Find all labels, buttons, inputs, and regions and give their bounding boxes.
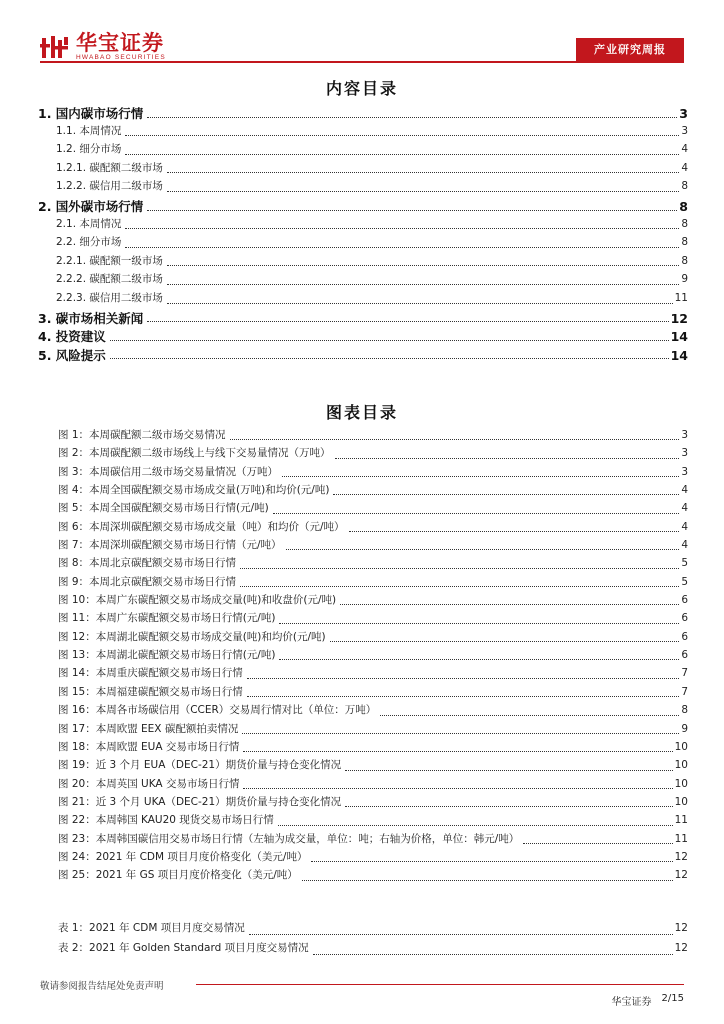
logo-chinese-name: 华宝证券: [76, 31, 164, 55]
contents-entry[interactable]: [38, 234, 688, 253]
figure-entry-page: 5: [681, 575, 688, 588]
figure-entry-page: 6: [681, 612, 688, 625]
figure-entry[interactable]: [58, 482, 688, 500]
figure-entry[interactable]: [58, 427, 688, 445]
dot-leader: [279, 659, 679, 660]
figure-entry-title: 图 17：本周欧盟 EEX 碳配额拍卖情况: [58, 722, 239, 735]
contents-entry-page: 14: [670, 347, 688, 363]
contents-entry-page: 12: [670, 310, 688, 326]
contents-entry[interactable]: [38, 327, 688, 346]
contents-entry-title: 4. 投资建议: [38, 329, 106, 345]
contents-entry-title: 5. 风险提示: [38, 347, 106, 363]
figure-entry-title: 图 16：本周各市场碳信用（CCER）交易周行情对比（单位：万吨）: [58, 704, 377, 717]
figure-entry[interactable]: [58, 647, 688, 665]
figure-entry[interactable]: [58, 629, 688, 647]
figure-entry-title: 图 5：本周全国碳配额交易市场日行情(元/吨): [58, 502, 269, 515]
figure-entry-page: 8: [681, 704, 688, 717]
figure-entry[interactable]: [58, 702, 688, 720]
figure-entry-title: 图 14：本周重庆碳配额交易市场日行情: [58, 667, 243, 680]
dot-leader: [335, 458, 680, 459]
figure-entry[interactable]: [58, 849, 688, 867]
contents-entry[interactable]: [38, 141, 688, 160]
contents-entry[interactable]: [38, 346, 688, 365]
figure-entry[interactable]: [58, 739, 688, 757]
contents-entry-page: 4: [681, 161, 688, 174]
table-entry-page: 12: [674, 922, 688, 934]
figure-entry-page: 6: [681, 594, 688, 607]
dot-leader: [110, 340, 669, 341]
figure-entry[interactable]: [58, 721, 688, 739]
dot-leader: [345, 770, 673, 771]
dot-leader: [147, 321, 668, 322]
figure-entry-page: 4: [681, 520, 688, 533]
figure-entry-page: 10: [674, 740, 688, 753]
contents-entry[interactable]: [38, 123, 688, 142]
dot-leader: [333, 494, 679, 495]
figure-entry[interactable]: [58, 831, 688, 849]
dot-leader: [243, 751, 672, 752]
dot-leader: [278, 825, 673, 826]
figure-entry[interactable]: [58, 610, 688, 628]
table-entry[interactable]: [58, 920, 688, 940]
dot-leader: [302, 880, 673, 881]
figures-title: 图表目录: [325, 403, 398, 422]
contents-entry-title: 2.1. 本周情况: [56, 217, 122, 230]
figure-entry[interactable]: [58, 794, 688, 812]
dot-leader: [167, 303, 673, 304]
dot-leader: [147, 210, 677, 211]
figure-entry-page: 5: [681, 557, 688, 570]
dot-leader: [230, 439, 680, 440]
table-entry-title: 表 1：2021 年 CDM 项目月度交易情况: [58, 922, 245, 934]
contents-entry[interactable]: [38, 290, 688, 309]
figure-entry[interactable]: [58, 867, 688, 885]
contents-entry-title: 2.2.3. 碳信用二级市场: [56, 291, 163, 304]
figure-entry[interactable]: [58, 445, 688, 463]
figure-entry-title: 图 19：近 3 个月 EUA（DEC-21）期货价量与持仓变化情况: [58, 759, 342, 772]
contents-entry-title: 1.1. 本周情况: [56, 124, 122, 137]
dot-leader: [243, 788, 672, 789]
logo-english-name: HWABAO SECURITIES: [76, 54, 166, 61]
figure-entry-page: 9: [681, 722, 688, 735]
contents-title: 内容目录: [325, 79, 398, 98]
figure-entry-title: 图 3：本周碳信用二级市场交易量情况（万吨）: [58, 465, 279, 478]
figure-entry-page: 3: [681, 447, 688, 460]
figure-entry[interactable]: [58, 574, 688, 592]
figure-entry[interactable]: [58, 812, 688, 830]
logo-mark-icon: [40, 34, 70, 60]
figure-entry-page: 3: [681, 465, 688, 478]
dot-leader: [523, 843, 672, 844]
dot-leader: [282, 476, 679, 477]
footer-info: [612, 993, 684, 1008]
page-header: [0, 0, 724, 72]
contents-entry-title: 1. 国内碳市场行情: [38, 106, 144, 121]
figure-entry-title: 图 23：本周韩国碳信用交易市场日行情（左轴为成交量，单位：吨；右轴为价格，单位：韩元/吨）: [58, 832, 520, 845]
figure-entry[interactable]: [58, 500, 688, 518]
contents-entry-title: 2.2.2. 碳配额二级市场: [56, 273, 163, 286]
dot-leader: [279, 623, 679, 624]
figure-entry[interactable]: [58, 519, 688, 537]
dot-leader: [125, 154, 679, 155]
contents-entry-page: 8: [681, 236, 688, 249]
contents-entry-title: 1.2.2. 碳信用二级市场: [56, 180, 163, 193]
contents-entry[interactable]: [38, 253, 688, 272]
contents-entry-title: 3. 碳市场相关新闻: [38, 310, 144, 326]
contents-entry-page: 11: [674, 291, 688, 304]
dot-leader: [286, 549, 680, 550]
contents-entry-title: 2.2.1. 碳配额一级市场: [56, 254, 163, 267]
contents-entry-title: 1.2. 细分市场: [56, 143, 122, 156]
figure-entry[interactable]: [58, 537, 688, 555]
figure-entry-title: 图 22：本周韩国 KAU20 现货交易市场日行情: [58, 814, 274, 827]
dot-leader: [240, 586, 679, 587]
figure-entry-title: 图 20：本周英国 UKA 交易市场日行情: [58, 777, 240, 790]
dot-leader: [167, 284, 679, 285]
figure-entry-title: 图 21：近 3 个月 UKA（DEC-21）期货价量与持仓变化情况: [58, 795, 342, 808]
figure-entry-title: 图 13：本周湖北碳配额交易市场日行情(元/吨): [58, 649, 276, 662]
dot-leader: [247, 696, 680, 697]
figure-entry[interactable]: [58, 684, 688, 702]
report-type-tag: 产业研究周报: [576, 38, 684, 62]
dot-leader: [125, 135, 679, 136]
figure-entry-title: 图 2：本周碳配额二级市场线上与线下交易量情况（万吨）: [58, 447, 331, 460]
contents-entry-page: 14: [670, 329, 688, 345]
figure-entry-page: 4: [681, 484, 688, 497]
dot-leader: [167, 191, 679, 192]
tables-list: [58, 920, 688, 960]
figure-entry-title: 图 10：本周广东碳配额交易市场成交量(吨)和收盘价(元/吨): [58, 594, 337, 607]
figure-entry-title: 图 24：2021 年 CDM 项目月度价格变化（美元/吨）: [58, 850, 308, 863]
dot-leader: [125, 228, 679, 229]
contents-entry-title: 2.2. 细分市场: [56, 236, 122, 249]
footer-page-number: 2/15: [661, 993, 684, 1004]
figure-entry-title: 图 18：本周欧盟 EUA 交易市场日行情: [58, 740, 240, 753]
figure-entry-page: 7: [681, 667, 688, 680]
dot-leader: [349, 531, 680, 532]
figure-entry-page: 12: [674, 850, 688, 863]
header-divider: [40, 61, 684, 63]
contents-entry[interactable]: [38, 178, 688, 197]
figure-entry-title: 图 1：本周碳配额二级市场交易情况: [58, 429, 226, 441]
dot-leader: [125, 247, 679, 248]
dot-leader: [147, 117, 677, 118]
figure-entry-page: 11: [674, 832, 688, 845]
dot-leader: [345, 806, 672, 807]
figure-entry-title: 图 9：本周北京碳配额交易市场日行情: [58, 575, 237, 588]
contents-entry-page: 3: [681, 124, 688, 137]
dot-leader: [240, 568, 679, 569]
dot-leader: [311, 861, 672, 862]
dot-leader: [313, 954, 673, 955]
figure-entry-title: 图 25：2021 年 GS 项目月度价格变化（美元/吨）: [58, 869, 298, 882]
dot-leader: [330, 641, 680, 642]
table-entry-title: 表 2：2021 年 Golden Standard 项目月度交易情况: [58, 942, 309, 954]
contents-entry[interactable]: [38, 197, 688, 216]
dot-leader: [110, 358, 669, 359]
contents-entry-page: 8: [681, 254, 688, 267]
contents-entry-page: 8: [681, 180, 688, 193]
figures-list: [58, 427, 688, 886]
contents-entry-page: 3: [679, 106, 688, 121]
company-logo: [40, 32, 166, 62]
figure-entry-page: 6: [681, 630, 688, 643]
figure-entry-page: 10: [674, 777, 688, 790]
figure-entry-title: 图 8：本周北京碳配额交易市场日行情: [58, 557, 237, 570]
figure-entry-page: 10: [674, 759, 688, 772]
figure-entry[interactable]: [58, 776, 688, 794]
contents-entry-page: 8: [681, 217, 688, 230]
figure-entry[interactable]: [58, 665, 688, 683]
figure-entry[interactable]: [58, 757, 688, 775]
table-entry-page: 12: [674, 942, 688, 954]
dot-leader: [167, 172, 679, 173]
dot-leader: [242, 733, 679, 734]
figure-entry-page: 6: [681, 649, 688, 662]
footer-brand: 华宝证券: [611, 997, 652, 1008]
contents-entry-title: 1.2.1. 碳配额二级市场: [56, 161, 163, 174]
contents-list: [38, 104, 688, 364]
figure-entry[interactable]: [58, 555, 688, 573]
footer-disclaimer: 敬请参阅报告结尾处免责声明: [40, 981, 164, 992]
dot-leader: [249, 934, 673, 935]
figure-entry-page: 4: [681, 539, 688, 552]
dot-leader: [167, 265, 679, 266]
figure-entry[interactable]: [58, 592, 688, 610]
contents-entry-page: 4: [681, 143, 688, 156]
figure-entry[interactable]: [58, 464, 688, 482]
contents-entry-page: 9: [681, 273, 688, 286]
dot-leader: [273, 513, 680, 514]
dot-leader: [247, 678, 680, 679]
footer-divider: [196, 984, 684, 985]
table-entry[interactable]: [58, 940, 688, 960]
figure-entry-title: 图 12：本周湖北碳配额交易市场成交量(吨)和均价(元/吨): [58, 630, 326, 643]
figure-entry-page: 11: [674, 814, 688, 827]
figure-entry-title: 图 11：本周广东碳配额交易市场日行情(元/吨): [58, 612, 276, 625]
contents-entry-title: 2. 国外碳市场行情: [38, 198, 144, 214]
figure-entry-page: 4: [681, 502, 688, 515]
contents-entry[interactable]: [38, 160, 688, 179]
figure-entry-title: 图 4：本周全国碳配额交易市场成交量(万吨)和均价(元/吨): [58, 484, 330, 497]
contents-entry[interactable]: [38, 309, 688, 328]
contents-entry[interactable]: [38, 216, 688, 235]
contents-entry-page: 8: [679, 198, 688, 214]
dot-leader: [340, 604, 679, 605]
figure-entry-page: 7: [681, 685, 688, 698]
contents-entry[interactable]: [38, 271, 688, 290]
figure-entry-title: 图 6：本周深圳碳配额交易市场成交量（吨）和均价（元/吨）: [58, 520, 345, 533]
dot-leader: [380, 715, 679, 716]
figure-entry-title: 图 15：本周福建碳配额交易市场日行情: [58, 685, 243, 698]
contents-entry[interactable]: [38, 104, 688, 123]
figure-entry-page: 12: [674, 869, 688, 882]
figure-entry-page: 3: [681, 429, 688, 441]
figure-entry-title: 图 7：本周深圳碳配额交易市场日行情（元/吨）: [58, 539, 282, 552]
figure-entry-page: 10: [674, 795, 688, 808]
